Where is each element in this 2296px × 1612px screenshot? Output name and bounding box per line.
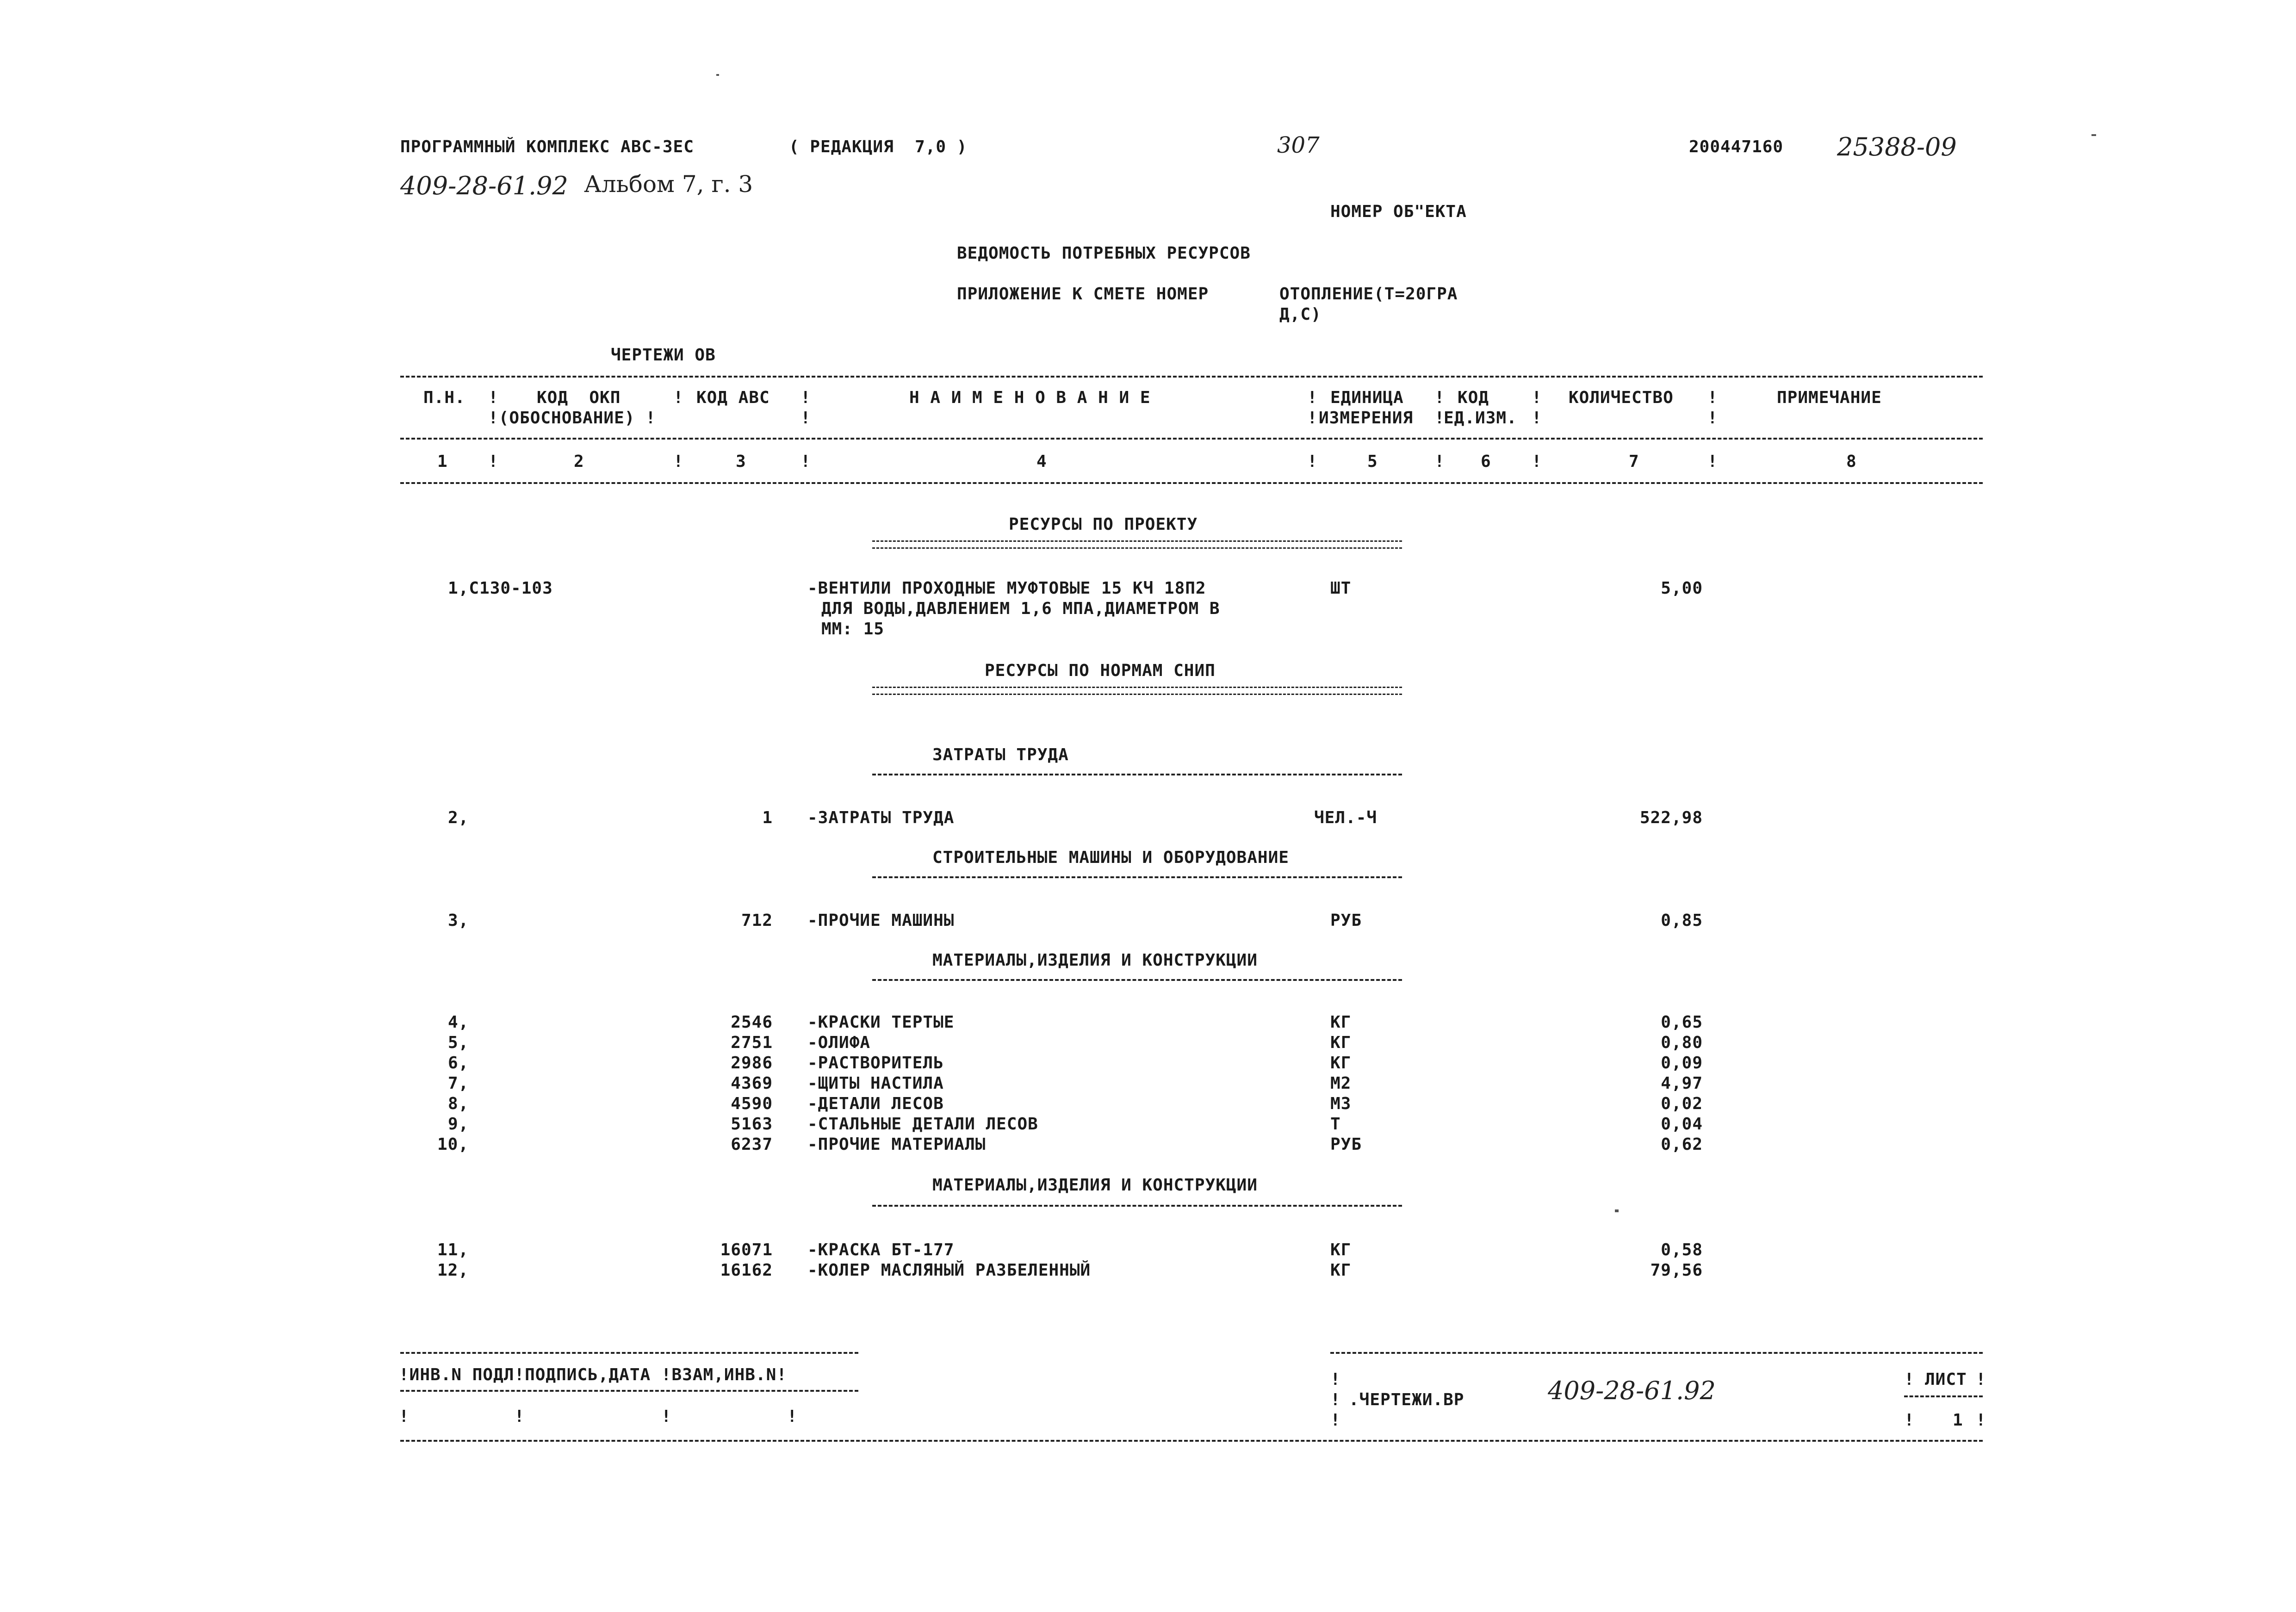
col-number-6: 6: [1481, 452, 1491, 471]
col-header-name: Н А И М Е Н О В А Н И Е: [909, 388, 1151, 407]
footer-bottom-rule: [400, 1440, 1983, 1442]
col-number-2: 2: [574, 452, 584, 471]
table-row-code: 6237: [731, 1135, 773, 1154]
scan-speck: [716, 74, 719, 76]
table-row-code: 2751: [731, 1033, 773, 1052]
sheet-label: ЛИСТ: [1925, 1370, 1967, 1389]
col-sep: !: [1532, 409, 1542, 428]
table-row: 11,: [437, 1240, 469, 1259]
col-sep: !: [800, 388, 811, 407]
col-sep: !: [1434, 452, 1445, 471]
table-row-code: 2546: [731, 1013, 773, 1032]
col-sep: !: [800, 409, 811, 428]
col-number-7: 7: [1629, 452, 1639, 471]
table-row-unit: Т: [1330, 1115, 1341, 1134]
table-row: 4,: [448, 1013, 469, 1032]
table-row-unit: КГ: [1330, 1033, 1352, 1052]
col-sep: !: [800, 452, 811, 471]
item1-name-line2: ДЛЯ ВОДЫ,ДАВЛЕНИЕМ 1,6 МПА,ДИАМЕТРОМ В: [821, 599, 1220, 618]
drawings-code-handwritten: 409-28-61.92: [1548, 1376, 1716, 1405]
footer-left-header: !ИНВ.N ПОДЛ!ПОДПИСЬ,ДАТА !ВЗАМ,ИНВ.N!: [399, 1365, 787, 1384]
footer-left-mid-rule: [400, 1390, 858, 1392]
section-underline: [872, 774, 1402, 775]
table-row: 5,: [448, 1033, 469, 1052]
col-sep: !: [488, 452, 499, 471]
table-row-code: 2986: [731, 1054, 773, 1073]
table-row-qty: 0,58: [1661, 1240, 1703, 1259]
table-row-name: -КРАСКИ ТЕРТЫЕ: [807, 1013, 955, 1032]
stamp-sep: !: [1904, 1370, 1915, 1389]
appendix-value-line2: Д,С): [1279, 305, 1322, 324]
col-sep: !: [1707, 388, 1718, 407]
col-header-okp-sub: !(ОБОСНОВАНИЕ) !: [488, 409, 656, 428]
stamp-sep: !: [1976, 1411, 1986, 1430]
col-number-4: 4: [1036, 452, 1047, 471]
section-heading-snip: РЕСУРСЫ ПО НОРМАМ СНИП: [985, 661, 1216, 680]
table-row-unit: РУБ: [1330, 911, 1362, 930]
table-row-name: -КОЛЕР МАСЛЯНЫЙ РАЗБЕЛЕННЫЙ: [807, 1261, 1091, 1280]
table-row-name: -ДЕТАЛИ ЛЕСОВ: [807, 1094, 944, 1113]
col-sep: !: [1532, 452, 1542, 471]
stamp-sep: !: [1330, 1370, 1341, 1389]
section-heading-machines: СТРОИТЕЛЬНЫЕ МАШИНЫ И ОБОРУДОВАНИЕ: [932, 848, 1289, 867]
document-code: 200447160: [1689, 137, 1784, 156]
table-row-qty: 4,97: [1661, 1074, 1703, 1093]
table-row-unit: М2: [1330, 1074, 1352, 1093]
table-row: 10,: [437, 1135, 469, 1154]
section-underline: [872, 687, 1402, 695]
col-header-unit-code: КОД: [1458, 388, 1489, 407]
handwritten-album-number: 409-28-61.92: [400, 171, 568, 200]
col-sep: !: [673, 452, 684, 471]
table-row: 3,: [448, 911, 469, 930]
table-header-rule: [400, 438, 1983, 440]
table-row-qty: 0,02: [1661, 1094, 1703, 1113]
scan-speck: [2091, 134, 2096, 136]
col-number-1: 1: [437, 452, 448, 471]
table-row-qty: 0,04: [1661, 1115, 1703, 1134]
table-row-name: -ПРОЧИЕ МАШИНЫ: [807, 911, 955, 930]
item1-qty: 5,00: [1661, 579, 1703, 598]
sheet-rule: [1904, 1395, 1983, 1397]
table-row-unit: ЧЕЛ.-Ч: [1314, 808, 1378, 827]
table-row-qty: 522,98: [1639, 808, 1703, 827]
col-sep: !: [1707, 452, 1718, 471]
table-row-name: -ПРОЧИЕ МАТЕРИАЛЫ: [807, 1135, 986, 1154]
col-sep: !: [673, 388, 684, 407]
table-row-unit: КГ: [1330, 1261, 1352, 1280]
col-header-pn: П.Н.: [423, 388, 465, 407]
col-header-okp-basis: (ОБОСНОВАНИЕ): [498, 409, 635, 428]
page-number: 307: [1277, 132, 1320, 158]
table-row-unit: КГ: [1330, 1054, 1352, 1073]
col-header-unit: ЕДИНИЦА: [1330, 388, 1404, 407]
section-heading-materials-2: МАТЕРИАЛЫ,ИЗДЕЛИЯ И КОНСТРУКЦИИ: [932, 1176, 1258, 1195]
section-underline: [872, 876, 1402, 878]
col-sep: !: [1707, 409, 1718, 428]
table-row-name: -КРАСКА БТ-177: [807, 1240, 955, 1259]
table-row-unit: КГ: [1330, 1240, 1352, 1259]
item1-unit: ШТ: [1330, 579, 1352, 598]
col-sep: !: [1434, 409, 1445, 428]
table-row-name: -ОЛИФА: [807, 1033, 871, 1052]
program-name: ПРОГРАММНЫЙ КОМПЛЕКС АВС-3ЕС: [400, 137, 694, 156]
item1-pn: 1,С130-103: [448, 579, 553, 598]
sheet-number: 1: [1953, 1411, 1963, 1430]
table-row-qty: 0,85: [1661, 911, 1703, 930]
col-sep: !: [1532, 388, 1542, 407]
col-number-3: 3: [736, 452, 746, 471]
table-row-unit: М3: [1330, 1094, 1352, 1113]
col-header-unit-code-sub: ЕД.ИЗМ.: [1444, 409, 1517, 428]
edition-label: ( РЕДАКЦИЯ 7,0 ): [789, 137, 968, 156]
section-underline: [872, 1205, 1402, 1207]
drawings-label: ЧЕРТЕЖИ ОВ: [611, 346, 716, 365]
col-sep: !: [1307, 409, 1318, 428]
table-row: 7,: [448, 1074, 469, 1093]
stamp-sep: !: [1330, 1411, 1341, 1430]
table-row-unit: РУБ: [1330, 1135, 1362, 1154]
col-number-8: 8: [1846, 452, 1857, 471]
scan-speck: [1615, 1209, 1619, 1212]
table-row-qty: 0,62: [1661, 1135, 1703, 1154]
section-heading-labor: ЗАТРАТЫ ТРУДА: [932, 745, 1069, 764]
stamp-sep: !: [1904, 1411, 1915, 1430]
col-sep: !: [1434, 388, 1445, 407]
col-header-qty: КОЛИЧЕСТВО: [1569, 388, 1674, 407]
col-number-5: 5: [1367, 452, 1378, 471]
section-underline: [872, 979, 1402, 981]
col-header-unit-sub: ИЗМЕРЕНИЯ: [1319, 409, 1414, 428]
col-header-note: ПРИМЕЧАНИЕ: [1777, 388, 1882, 407]
col-header-okp: КОД ОКП: [537, 388, 621, 407]
col-header-avs: КОД АВС: [696, 388, 770, 407]
table-row-name: -РАСТВОРИТЕЛЬ: [807, 1054, 944, 1073]
handwritten-code: 25388-09: [1837, 132, 1957, 161]
table-row: 2,: [448, 808, 469, 827]
table-row: 12,: [437, 1261, 469, 1280]
item1-name-line3: ММ: 15: [821, 620, 885, 639]
table-row-name: -ЩИТЫ НАСТИЛА: [807, 1074, 944, 1093]
footer-left-cells: ! ! ! !: [399, 1407, 798, 1426]
table-row-code: 4590: [731, 1094, 773, 1113]
table-row-qty: 0,80: [1661, 1033, 1703, 1052]
footer-right-top-rule: [1330, 1352, 1983, 1354]
table-row-qty: 79,56: [1650, 1261, 1703, 1280]
appendix-label: ПРИЛОЖЕНИЕ К СМЕТЕ НОМЕР: [957, 285, 1209, 304]
stamp-sep: !: [1976, 1370, 1986, 1389]
section-heading-project: РЕСУРСЫ ПО ПРОЕКТУ: [1009, 515, 1198, 534]
album-label: Альбом 7, г. 3: [584, 171, 753, 198]
object-number-label: НОМЕР ОБ"ЕКТА: [1330, 202, 1467, 221]
statement-title: ВЕДОМОСТЬ ПОТРЕБНЫХ РЕСУРСОВ: [957, 244, 1251, 263]
table-row-qty: 0,65: [1661, 1013, 1703, 1032]
col-sep: !: [488, 388, 499, 407]
table-row-code: 4369: [731, 1074, 773, 1093]
table-row: 8,: [448, 1094, 469, 1113]
table-row-code: 16071: [720, 1240, 773, 1259]
section-underline: [872, 540, 1402, 549]
table-row-code: 1: [762, 808, 773, 827]
table-columns-rule: [400, 482, 1983, 484]
table-row-name: -СТАЛЬНЫЕ ДЕТАЛИ ЛЕСОВ: [807, 1115, 1038, 1134]
item1-name-line1: -ВЕНТИЛИ ПРОХОДНЫЕ МУФТОВЫЕ 15 КЧ 18П2: [807, 579, 1206, 598]
appendix-value-line1: ОТОПЛЕНИЕ(Т=20ГРА: [1279, 285, 1458, 304]
col-sep: !: [1307, 388, 1318, 407]
table-row: 9,: [448, 1115, 469, 1134]
table-row-name: -ЗАТРАТЫ ТРУДА: [807, 808, 955, 827]
table-row-unit: КГ: [1330, 1013, 1352, 1032]
col-sep: !: [1307, 452, 1318, 471]
table-row-code: 712: [741, 911, 773, 930]
table-row: 6,: [448, 1054, 469, 1073]
stamp-sep: !: [1330, 1390, 1341, 1409]
section-heading-materials: МАТЕРИАЛЫ,ИЗДЕЛИЯ И КОНСТРУКЦИИ: [932, 951, 1258, 970]
drawings-code-label: .ЧЕРТЕЖИ.ВР: [1349, 1390, 1464, 1409]
footer-left-top-rule: [400, 1352, 858, 1354]
table-top-rule: [400, 376, 1983, 378]
table-row-code: 16162: [720, 1261, 773, 1280]
table-row-code: 5163: [731, 1115, 773, 1134]
table-row-qty: 0,09: [1661, 1054, 1703, 1073]
